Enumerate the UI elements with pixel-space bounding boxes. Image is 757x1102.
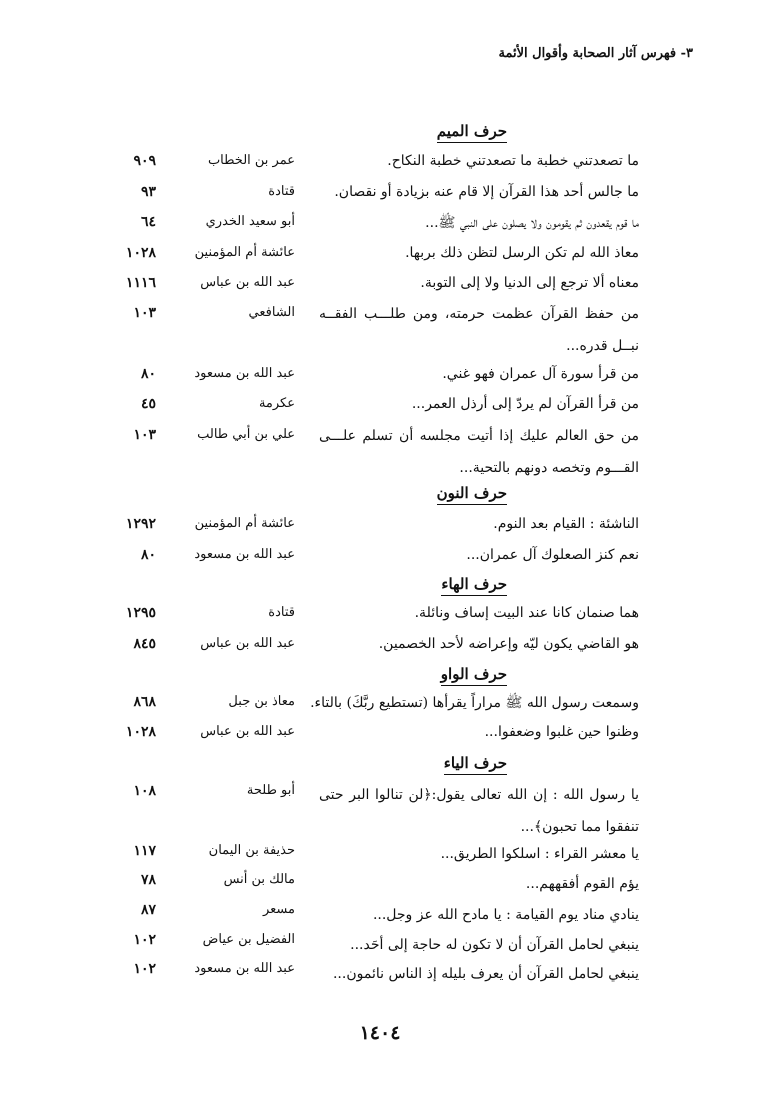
entry-person: عبد الله بن مسعود xyxy=(194,547,295,562)
entry-person: قتادة xyxy=(268,184,295,199)
entry-page-number: ٨٠ xyxy=(140,366,156,382)
entry-page-number: ١١١٦ xyxy=(125,275,156,291)
entry-text: ينادي مناد يوم القيامة : يا مادح الله عز وجل... xyxy=(372,907,639,923)
entry-text: ما تصعدتني خطبة ما تصعدتني خطبة النكاح. xyxy=(387,153,639,169)
entry-person: الفضيل بن عياض xyxy=(202,932,295,947)
entry-text: من حق العالم عليك إذا أتيت مجلسه أن تسلم علـــى القـــوم وتخصه دونهم بالتحية... xyxy=(319,428,639,476)
entry-person: الشافعي xyxy=(248,305,295,320)
entry-page-number: ٨٦٨ xyxy=(133,694,156,710)
entry-page-number: ٤٥ xyxy=(140,396,156,412)
entry-person: مالك بن أنس xyxy=(223,872,295,887)
entry-person: قتادة xyxy=(268,605,295,620)
entry-text: يا رسول الله : إن الله تعالى يقول:﴿لن تنالوا البر حتى تنفقوا مما تحبون﴾... xyxy=(319,787,639,835)
entry-page-number: ١١٧ xyxy=(133,843,156,859)
entry-person: حذيفة بن اليمان xyxy=(208,843,295,858)
entry-page-number: ١٠٢ xyxy=(133,961,156,977)
entry-text: وظنوا حين غلبوا وضعفوا... xyxy=(484,724,639,740)
entry-person: علي بن أبي طالب xyxy=(197,427,295,442)
entry-person: عمر بن الخطاب xyxy=(207,153,295,168)
entry-text: ينبغي لحامل القرآن أن يعرف بليله إذ الناس نائمون... xyxy=(332,966,639,982)
entry-person: عبد الله بن مسعود xyxy=(194,366,295,381)
entry-page-number: ٩٣ xyxy=(140,184,156,200)
entry-text: ينبغي لحامل القرآن أن لا تكون له حاجة إلى أحَد... xyxy=(350,937,639,953)
entry-person: عبد الله بن مسعود xyxy=(194,961,295,976)
entry-person: عكرمة xyxy=(258,396,295,411)
entry-page-number: ١٠٣ xyxy=(133,427,156,443)
entry-page-number: ١٠٨ xyxy=(133,783,156,799)
entry-text: من قرأ سورة آل عمران فهو غني. xyxy=(442,366,639,382)
entry-text: معناه ألا ترجع إلى الدنيا ولا إلى التوبة. xyxy=(420,275,639,291)
entry-page-number: ١٠٢٨ xyxy=(125,245,156,261)
section-title-noon: حرف النون xyxy=(437,484,507,505)
entry-person: عبد الله بن عباس xyxy=(200,636,295,651)
entry-person: عبد الله بن عباس xyxy=(200,724,295,739)
running-header: ٣- فهرس آثار الصحابة وأقوال الأئمة xyxy=(498,46,693,61)
entry-page-number: ٧٨ xyxy=(140,872,156,888)
entry-text: ما قوم يقعدون ثم يقومون ولا يصلون على النبي ﷺ... xyxy=(425,215,639,231)
entry-text: هو القاضي يكون ليّه وإعراضه لأحد الخصمين. xyxy=(378,636,639,652)
entry-text: يا معشر القراء : اسلكوا الطريق... xyxy=(440,846,639,862)
entry-page-number: ٨٠ xyxy=(140,547,156,563)
entry-text: وسمعت رسول الله ﷺ مراراً يقرأها (تستطيع ربَّكَ) بالتاء. xyxy=(310,695,639,711)
entry-page-number: ١٠٢٨ xyxy=(125,724,156,740)
entry-text: الناشئة : القيام بعد النوم. xyxy=(493,516,639,532)
entry-person: عبد الله بن عباس xyxy=(200,275,295,290)
page-number: ١٤٠٤ xyxy=(359,1022,401,1044)
entry-text: من قرأ القرآن لم يردّ إلى أرذل العمر... xyxy=(411,396,639,412)
entry-page-number: ٦٤ xyxy=(140,214,156,230)
entry-page-number: ١٠٣ xyxy=(133,305,156,321)
section-title-waw: حرف الواو xyxy=(441,665,507,686)
entry-text: يؤم القوم أفقههم... xyxy=(525,876,639,892)
entry-person: أبو طلحة xyxy=(246,783,295,798)
entry-text: من حفظ القرآن عظمت حرمته، ومن طلـــب الفقــه نبــل قدره... xyxy=(319,306,639,354)
entry-text: معاذ الله لم تكن الرسل لتظن ذلك بربها. xyxy=(405,245,639,261)
entry-text: هما صنمان كانا عند البيت إساف ونائلة. xyxy=(414,605,639,621)
section-title-meem: حرف الميم xyxy=(437,122,507,143)
entry-page-number: ١٢٩٢ xyxy=(125,516,156,532)
entry-person: أبو سعيد الخدري xyxy=(205,214,295,229)
entry-person: عائشة أم المؤمنين xyxy=(194,516,295,531)
entry-person: مسعر xyxy=(262,902,295,917)
entry-text: ما جالس أحد هذا القرآن إلا قام عنه بزيادة أو نقصان. xyxy=(334,184,639,200)
section-title-haa: حرف الهاء xyxy=(441,575,507,596)
entry-person: معاذ بن جبل xyxy=(228,694,295,709)
entry-page-number: ٩٠٩ xyxy=(133,153,156,169)
entry-page-number: ١٢٩٥ xyxy=(125,605,156,621)
entry-text: نعم كنز الصعلوك آل عمران... xyxy=(466,547,639,563)
entry-page-number: ١٠٢ xyxy=(133,932,156,948)
entry-page-number: ٨٤٥ xyxy=(133,636,156,652)
entry-page-number: ٨٧ xyxy=(140,902,156,918)
entry-person: عائشة أم المؤمنين xyxy=(194,245,295,260)
section-title-yaa: حرف الياء xyxy=(444,754,507,775)
